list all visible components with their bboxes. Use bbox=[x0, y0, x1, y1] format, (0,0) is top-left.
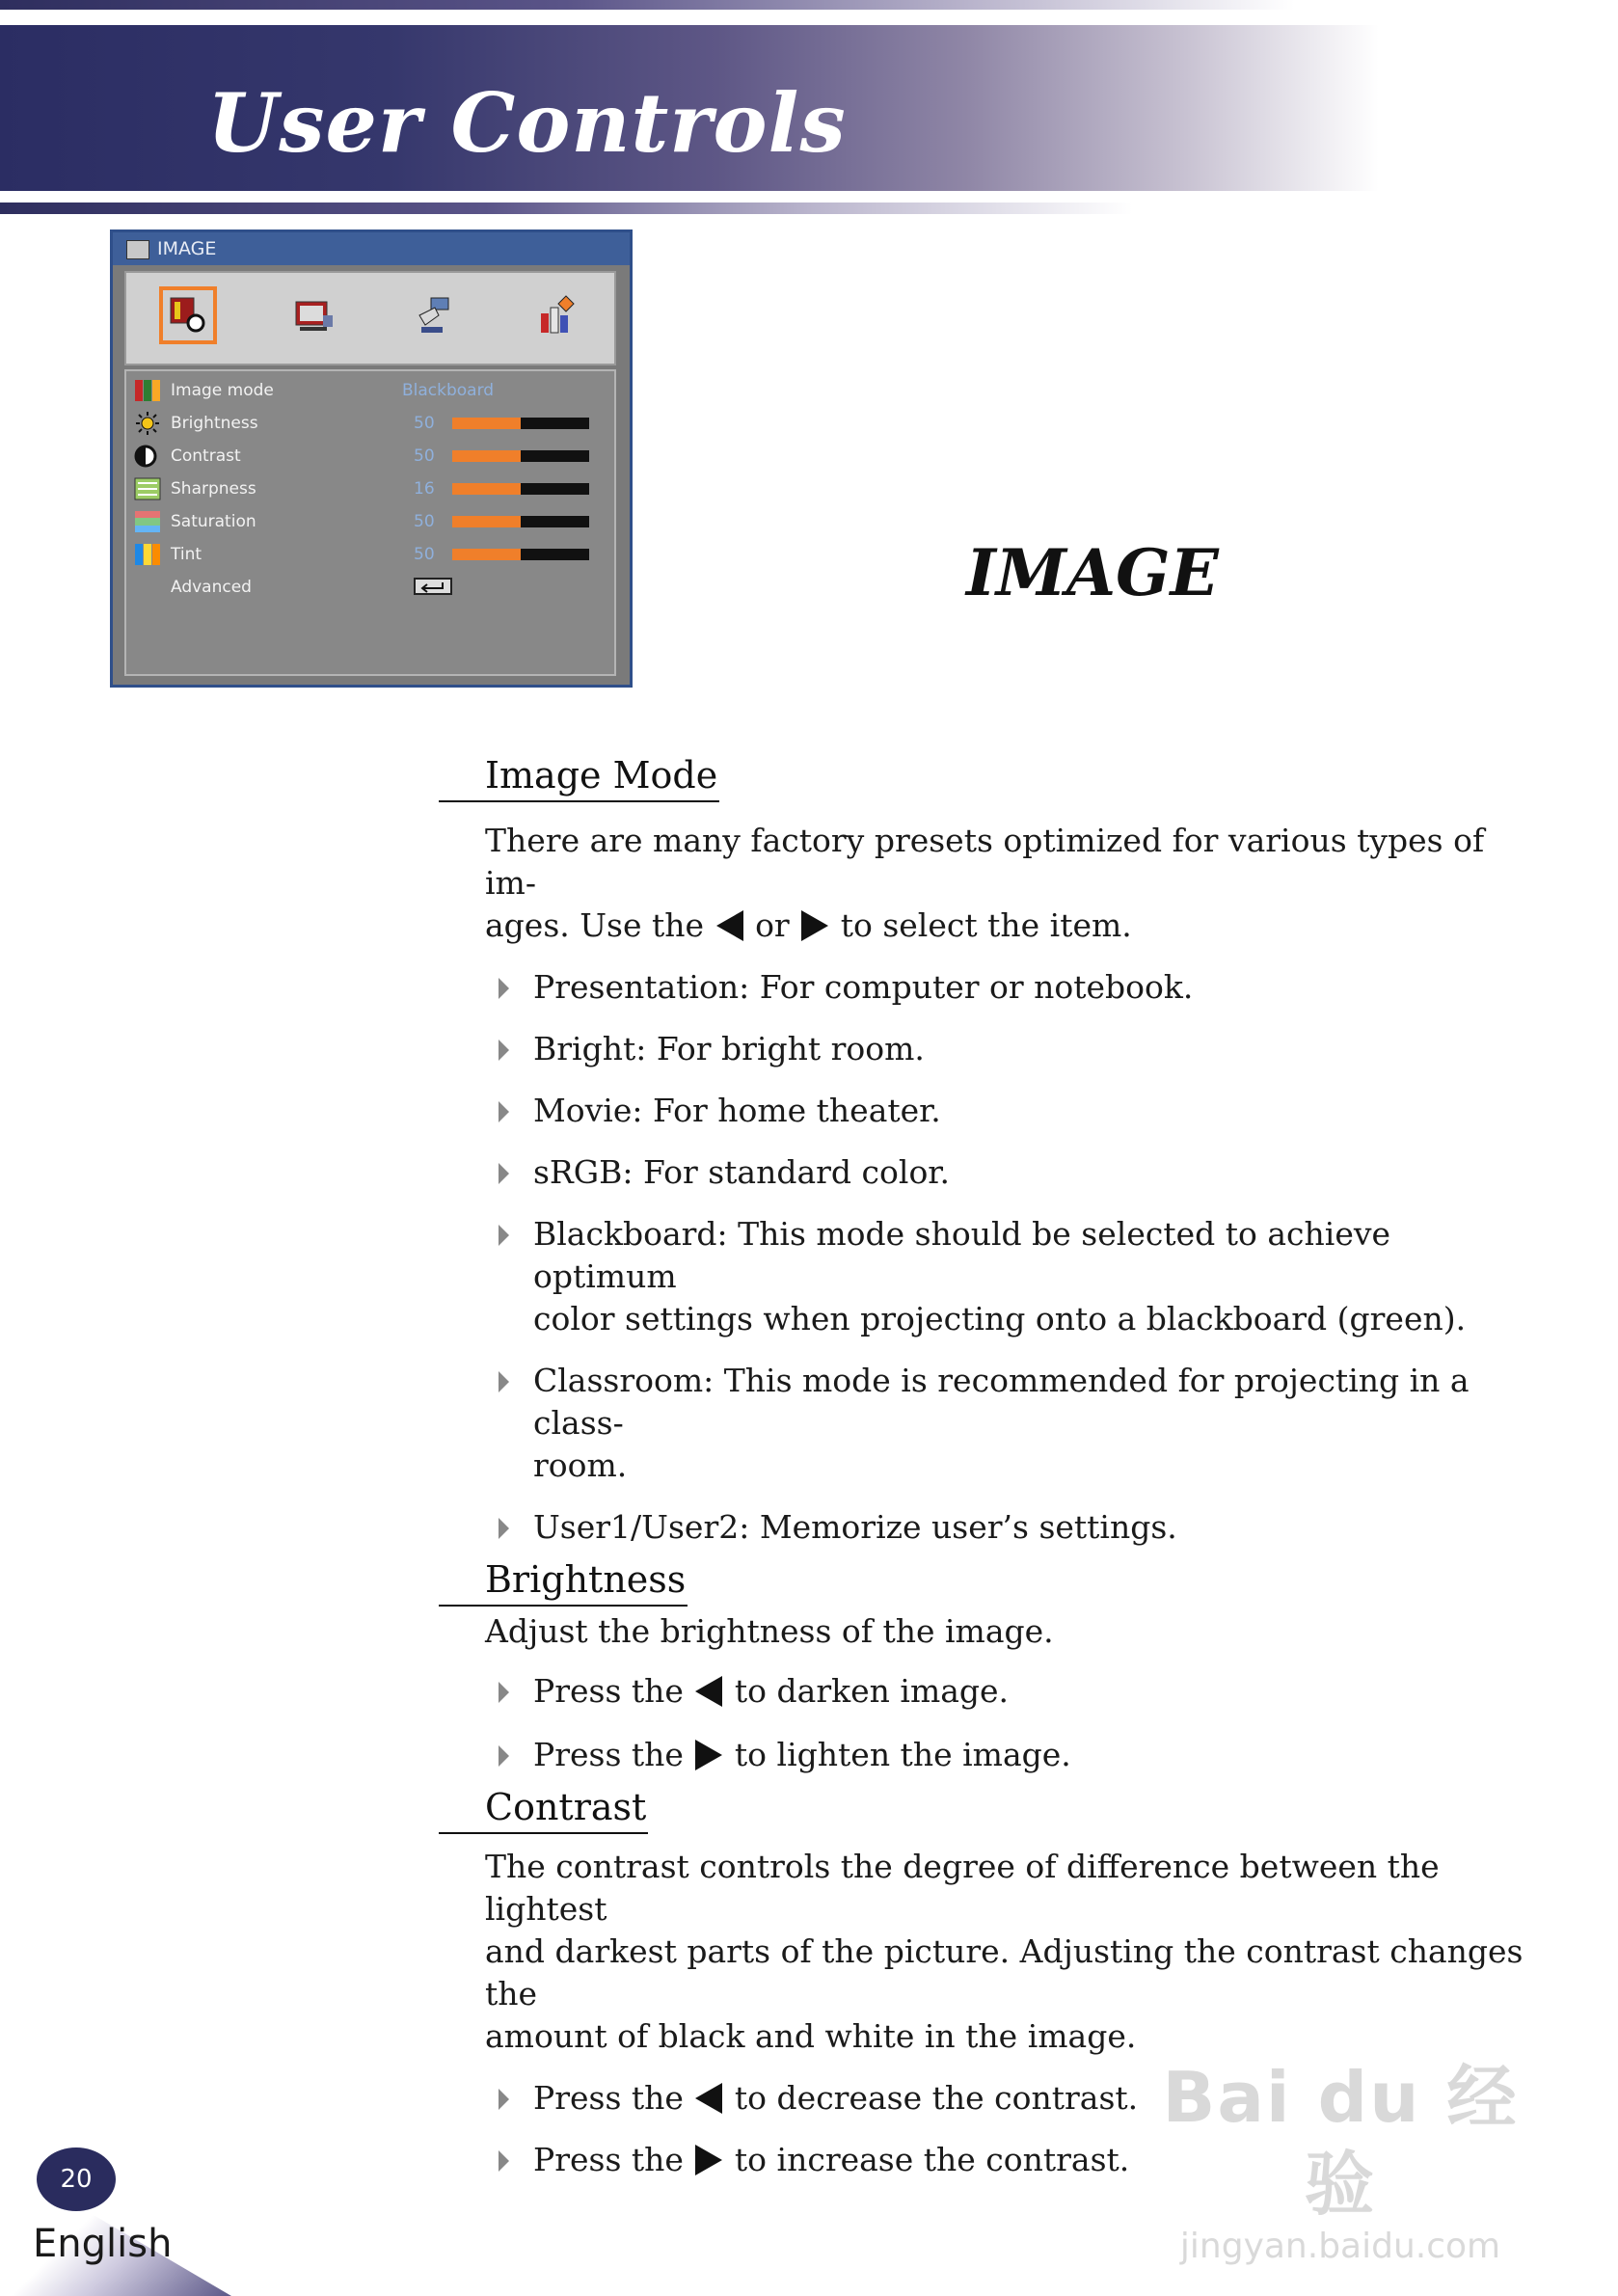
header-banner bbox=[0, 25, 1379, 191]
image-mode-intro-line-2 bbox=[485, 905, 1538, 947]
right-arrow-icon bbox=[801, 910, 828, 941]
bullet-arrow-icon bbox=[499, 1518, 509, 1539]
bullet-arrow-icon bbox=[499, 1163, 509, 1184]
language-label: English bbox=[33, 2222, 173, 2266]
right-arrow-icon bbox=[695, 2145, 722, 2175]
list-item bbox=[533, 1213, 1538, 1340]
osd-row-value: 50 bbox=[414, 512, 435, 531]
list-item-text: to increase the contrast. bbox=[734, 2141, 1130, 2178]
osd-row-sharpness[interactable] bbox=[134, 473, 607, 504]
press-text: Press the bbox=[533, 2141, 684, 2178]
bullet-arrow-icon bbox=[499, 1040, 509, 1061]
bullet-arrow-icon bbox=[499, 1745, 509, 1767]
list-item bbox=[533, 1360, 1538, 1487]
bullet-arrow-icon bbox=[499, 2089, 509, 2110]
image-mode-icon bbox=[134, 379, 161, 402]
osd-window-title: IMAGE bbox=[157, 238, 217, 259]
osd-row-label: Advanced bbox=[171, 578, 252, 597]
level-bar-fill bbox=[452, 450, 521, 462]
osd-row-value: Blackboard bbox=[402, 381, 495, 400]
osd-row-image-mode[interactable] bbox=[134, 375, 607, 406]
brightness-heading: Brightness bbox=[439, 1556, 688, 1607]
right-arrow-icon bbox=[695, 1740, 722, 1770]
contrast-intro-line-3: amount of black and white in the image. bbox=[485, 2017, 1137, 2055]
level-bar-fill bbox=[452, 516, 521, 527]
image-settings-icon[interactable] bbox=[159, 286, 217, 344]
osd-row-value: 50 bbox=[414, 446, 435, 466]
osd-tab-bar bbox=[124, 271, 616, 365]
list-item-text: Movie: For home theater. bbox=[533, 1092, 941, 1129]
brightness-intro: Adjust the brightness of the image. bbox=[485, 1612, 1054, 1650]
content-body bbox=[439, 752, 1538, 2181]
level-bar-fill bbox=[452, 483, 521, 495]
osd-row-saturation[interactable] bbox=[134, 506, 607, 537]
bullet-arrow-icon bbox=[499, 978, 509, 999]
display-icon[interactable] bbox=[286, 286, 344, 344]
saturation-icon bbox=[134, 510, 161, 533]
osd-row-value: 16 bbox=[414, 479, 435, 499]
list-item-text: Classroom: This mode is recommended for projecting in a class- bbox=[533, 1362, 1470, 1442]
left-arrow-icon bbox=[716, 910, 743, 941]
osd-row-label: Brightness bbox=[171, 414, 258, 433]
press-text: Press the bbox=[533, 1736, 684, 1773]
menu-icon bbox=[126, 240, 149, 259]
left-arrow-icon bbox=[695, 2083, 722, 2114]
osd-row-label: Contrast bbox=[171, 446, 241, 466]
osd-row-value: 50 bbox=[414, 545, 435, 564]
level-bar-fill bbox=[452, 418, 521, 429]
image-mode-intro-line-1: There are many factory presets optimized for various types of im- bbox=[485, 822, 1485, 902]
list-item-text: sRGB: For standard color. bbox=[533, 1153, 950, 1191]
bullet-arrow-icon bbox=[499, 1225, 509, 1246]
osd-settings-list bbox=[124, 369, 616, 676]
list-item bbox=[533, 1506, 1538, 1549]
osd-row-label: Saturation bbox=[171, 512, 256, 531]
list-item bbox=[533, 1090, 1538, 1132]
sharpness-icon bbox=[134, 477, 161, 500]
contrast-heading: Contrast bbox=[439, 1784, 648, 1834]
list-item-text: Blackboard: This mode should be selected to achieve optimum bbox=[533, 1215, 1391, 1295]
intro-text-b: or bbox=[755, 906, 790, 944]
list-item-text-continued: color settings when projecting onto a blackboard (green). bbox=[533, 1300, 1467, 1337]
header-top-rule bbox=[0, 0, 1618, 10]
press-text: Press the bbox=[533, 1672, 684, 1710]
level-bar[interactable] bbox=[452, 483, 589, 495]
watermark-logo-text: Bai du 经验 bbox=[1162, 2057, 1519, 2225]
list-item bbox=[533, 966, 1538, 1009]
osd-row-label: Image mode bbox=[171, 381, 274, 400]
level-bar[interactable] bbox=[452, 549, 589, 560]
options-icon[interactable] bbox=[527, 286, 585, 344]
contrast-intro-line-2: and darkest parts of the picture. Adjusting the contrast changes the bbox=[485, 1932, 1524, 2012]
intro-text-c: to select the item. bbox=[840, 906, 1132, 944]
bullet-arrow-icon bbox=[499, 1101, 509, 1122]
level-bar[interactable] bbox=[452, 450, 589, 462]
page-title: User Controls bbox=[207, 75, 847, 171]
list-item-text: to decrease the contrast. bbox=[734, 2079, 1139, 2117]
contrast-icon bbox=[134, 445, 161, 468]
intro-text-a: ages. Use the bbox=[485, 906, 705, 944]
tint-icon bbox=[134, 543, 161, 566]
bullet-arrow-icon bbox=[499, 1371, 509, 1392]
brightness-icon bbox=[134, 412, 161, 435]
level-bar[interactable] bbox=[452, 418, 589, 429]
bullet-arrow-icon bbox=[499, 2150, 509, 2172]
osd-row-value: 50 bbox=[414, 414, 435, 433]
list-item-text: to darken image. bbox=[734, 1672, 1010, 1710]
setup-icon[interactable] bbox=[406, 286, 464, 344]
list-item bbox=[533, 1151, 1538, 1194]
image-mode-heading: Image Mode bbox=[439, 752, 719, 802]
watermark-url: jingyan.baidu.com bbox=[1179, 2227, 1501, 2266]
enter-icon[interactable] bbox=[414, 578, 452, 595]
level-bar-fill bbox=[452, 549, 521, 560]
left-arrow-icon bbox=[695, 1676, 722, 1707]
osd-row-label: Tint bbox=[171, 545, 202, 564]
osd-title-bar bbox=[113, 232, 630, 265]
level-bar[interactable] bbox=[452, 516, 589, 527]
list-item-text: Bright: For bright room. bbox=[533, 1030, 925, 1067]
list-item-text: User1/User2: Memorize user’s settings. bbox=[533, 1508, 1177, 1546]
section-title: IMAGE bbox=[966, 535, 1219, 610]
list-item-text-continued: room. bbox=[533, 1446, 628, 1484]
contrast-intro-line-1: The contrast controls the degree of difference between the lightest bbox=[485, 1848, 1440, 1928]
header-bottom-rule bbox=[0, 203, 1618, 214]
list-item-text: Presentation: For computer or notebook. bbox=[533, 968, 1194, 1006]
osd-row-tint[interactable] bbox=[134, 539, 607, 570]
list-item bbox=[533, 1028, 1538, 1070]
osd-row-brightness[interactable] bbox=[134, 408, 607, 439]
list-item bbox=[533, 1734, 1538, 1776]
press-text: Press the bbox=[533, 2079, 684, 2117]
list-item bbox=[533, 1670, 1538, 1713]
osd-row-label: Sharpness bbox=[171, 479, 256, 499]
page-number: 20 bbox=[37, 2147, 116, 2211]
osd-row-contrast[interactable] bbox=[134, 441, 607, 472]
bullet-arrow-icon bbox=[499, 1682, 509, 1703]
watermark bbox=[1147, 2054, 1533, 2266]
list-item-text: to lighten the image. bbox=[734, 1736, 1071, 1773]
osd-row-advanced[interactable] bbox=[134, 572, 607, 603]
osd-menu-screenshot bbox=[110, 230, 633, 688]
